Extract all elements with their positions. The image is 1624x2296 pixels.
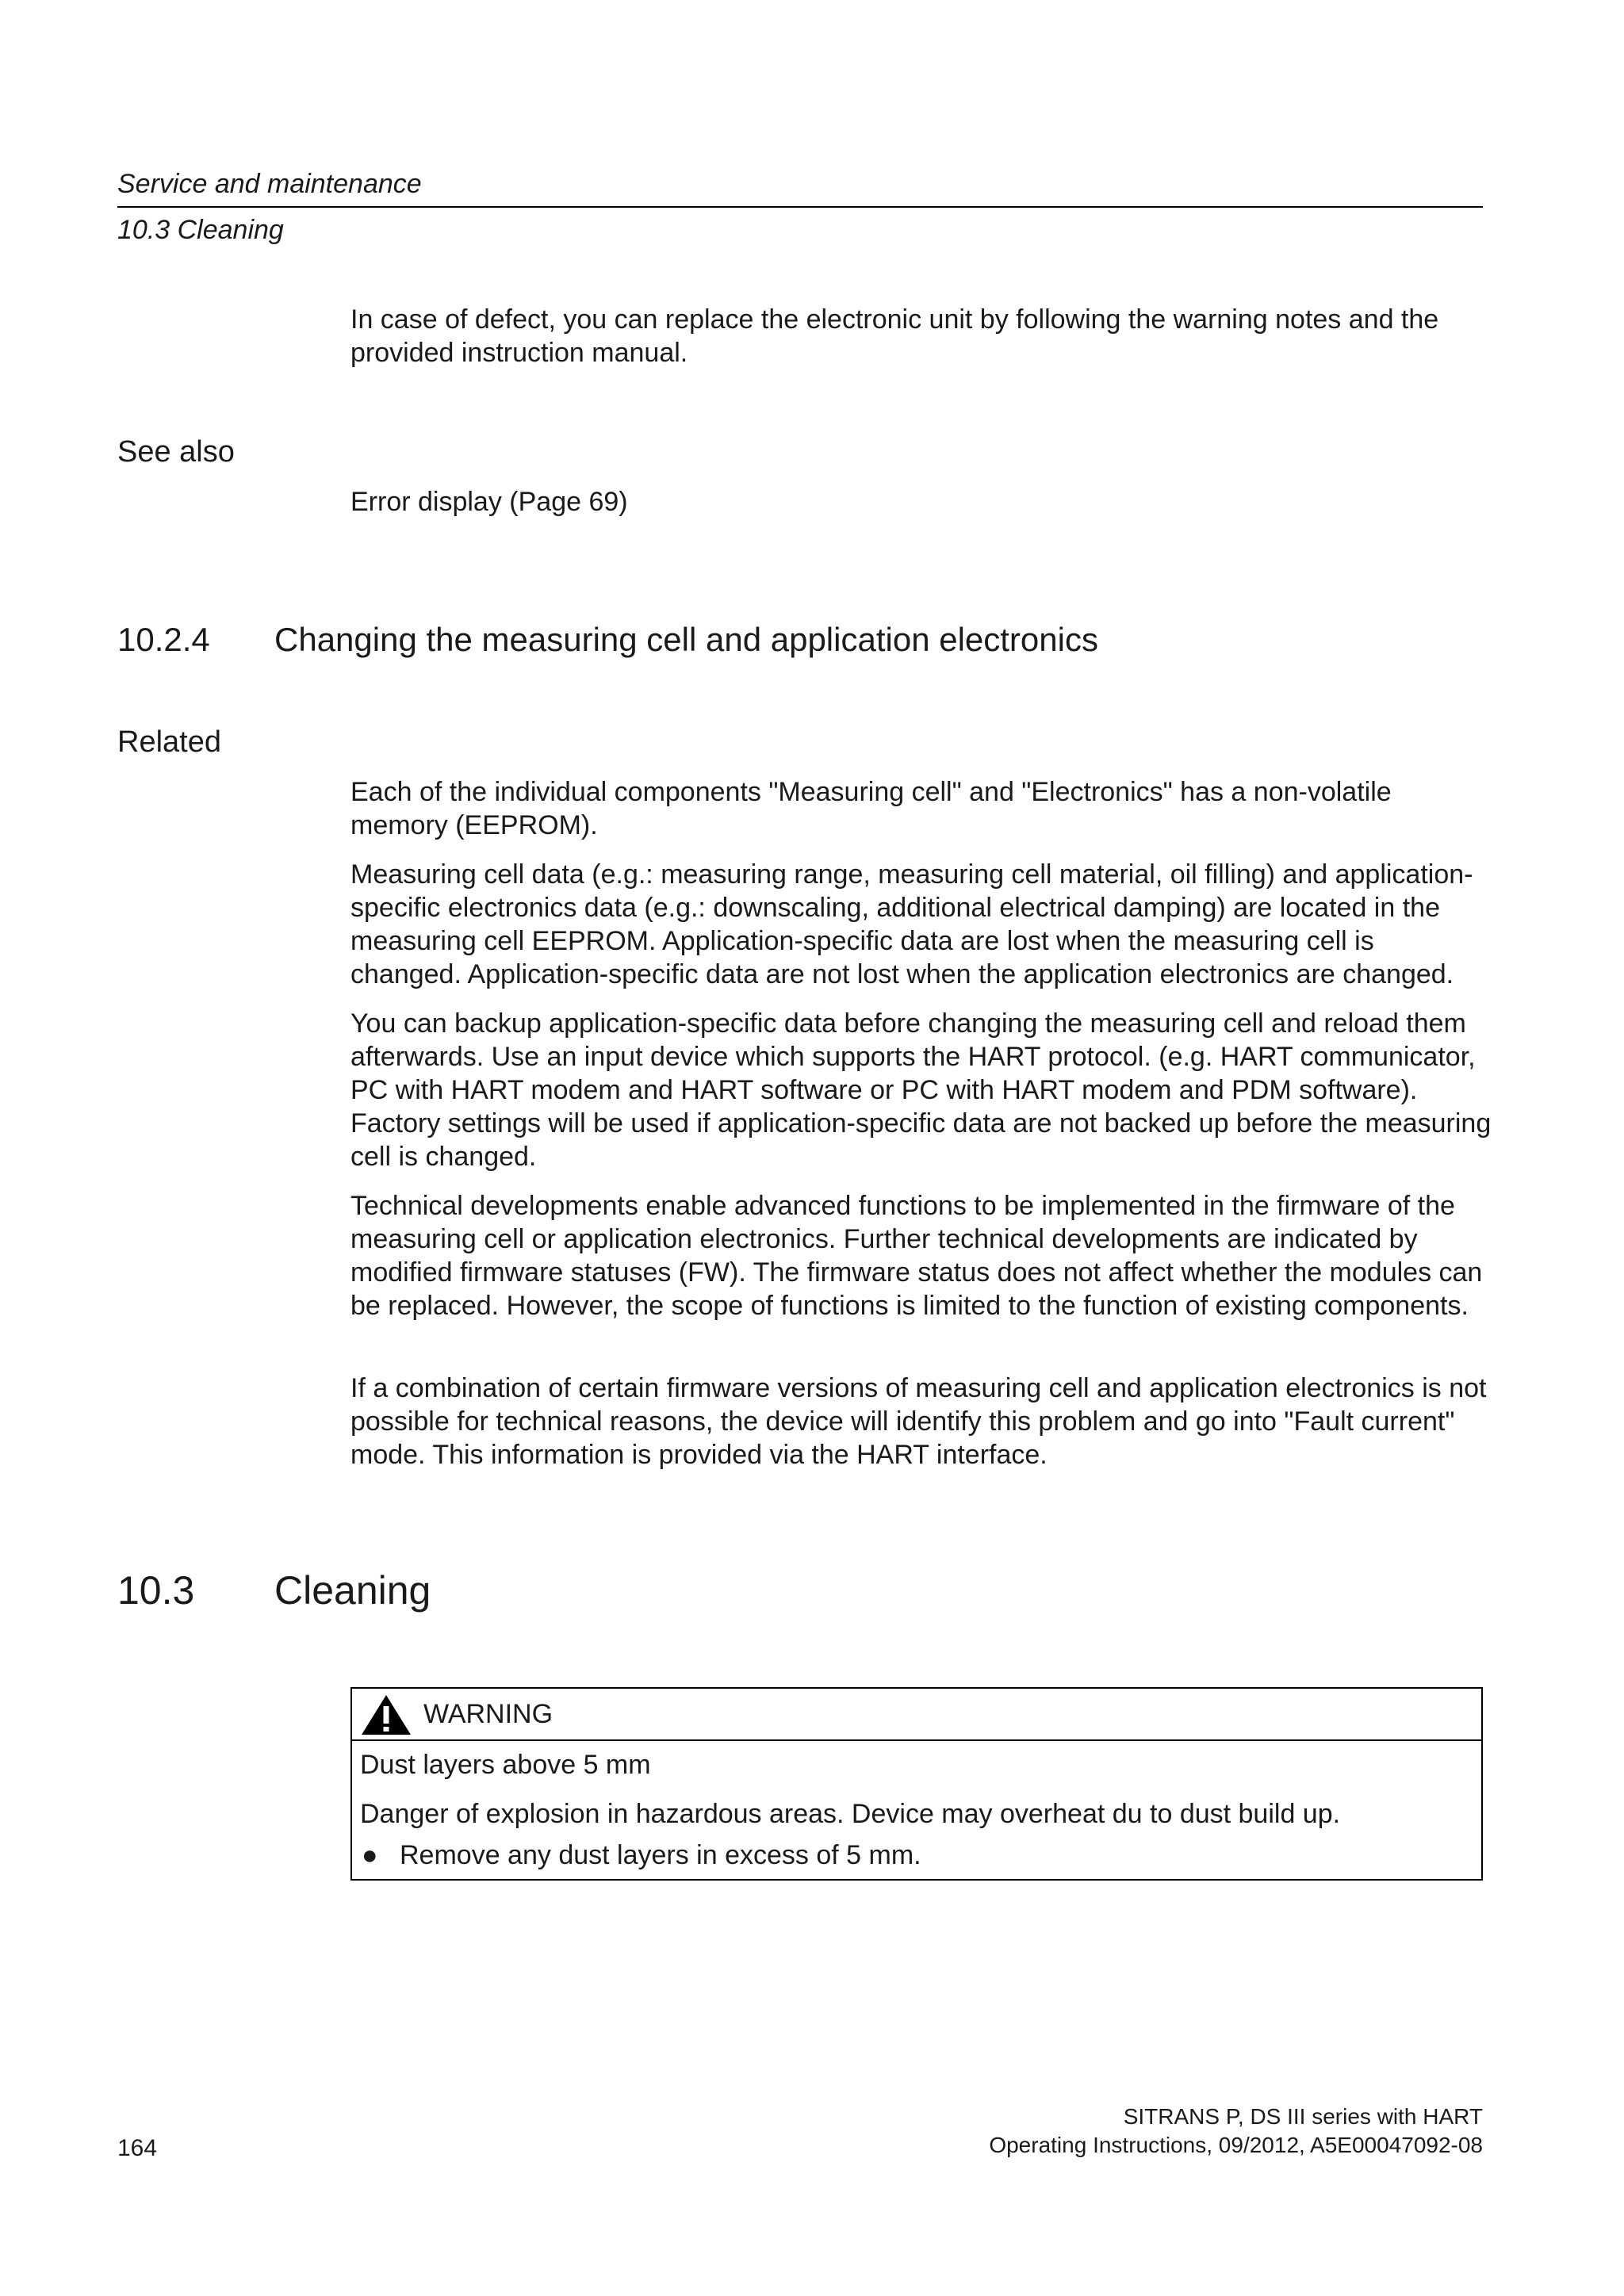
section-number-10-3: 10.3 [117, 1568, 195, 1613]
section-number-10-2-4: 10.2.4 [117, 621, 210, 658]
section-title-10-2-4: Changing the measuring cell and application electronics [274, 621, 1098, 658]
related-paragraph-4: Technical developments enable advanced functions to be implemented in the firmware of the measuring cell or application electronics. Further technical developments are indicated by modified firmware statuses (FW). The firmware status does not affect whether the modules can be replaced. However, the scope of functions is limited to the function of existing components. [350, 1191, 1483, 1321]
header-rule [117, 206, 1483, 208]
warning-text: Danger of explosion in hazardous areas. Device may overheat du to dust build up. [360, 1799, 1341, 1829]
bullet-icon: ● [362, 1840, 378, 1870]
footer-product: SITRANS P, DS III series with HART [1123, 2104, 1483, 2129]
page-number: 164 [117, 2135, 158, 2161]
related-paragraph-5: If a combination of certain firmware versions of measuring cell and application electronics is not possible for technical reasons, the device will identify this problem and go into "Fault current" mode. This information is provided via the HART interface. [350, 1373, 1487, 1470]
warning-header [352, 1689, 1481, 1741]
warning-title: Dust layers above 5 mm [360, 1750, 651, 1780]
section-title-10-3: Cleaning [274, 1568, 431, 1613]
warning-triangle-icon [360, 1693, 412, 1736]
footer-edition: Operating Instructions, 09/2012, A5E00047092-08 [989, 2133, 1483, 2157]
see-also-heading: See also [117, 435, 235, 469]
related-heading: Related [117, 725, 221, 759]
warning-box [350, 1687, 1483, 1881]
running-header-section: 10.3 Cleaning [117, 215, 284, 245]
related-paragraph-2: Measuring cell data (e.g.: measuring range, measuring cell material, oil filling) and application-specific electronics data (e.g.: downscaling, additional electrical damping) are located in the measuring cell EEPROM. Application-specific data are lost when the measuring cell is changed. Application-specific data are not lost when the application electronics are changed. [350, 859, 1473, 989]
running-header-chapter: Service and maintenance [117, 169, 422, 199]
warning-bullet-item: Remove any dust layers in excess of 5 mm. [400, 1840, 921, 1870]
intro-paragraph: In case of defect, you can replace the electronic unit by following the warning notes and the provided instruction manual. [350, 304, 1439, 368]
see-also-link[interactable]: Error display (Page 69) [350, 487, 628, 517]
related-paragraph-3: You can backup application-specific data before changing the measuring cell and reload them afterwards. Use an input device which supports the HART protocol. (e.g. HART communicator, PC with HART modem and HART software or PC with HART modem and PDM software). Factory settings will be used if application-specific data are not backed up before the measuring cell is changed. [350, 1008, 1492, 1172]
footer-doc-info [989, 2103, 1483, 2160]
warning-label: WARNING [423, 1699, 553, 1729]
related-paragraph-1: Each of the individual components "Measuring cell" and "Electronics" has a non-volatile memory (EEPROM). [350, 777, 1392, 840]
